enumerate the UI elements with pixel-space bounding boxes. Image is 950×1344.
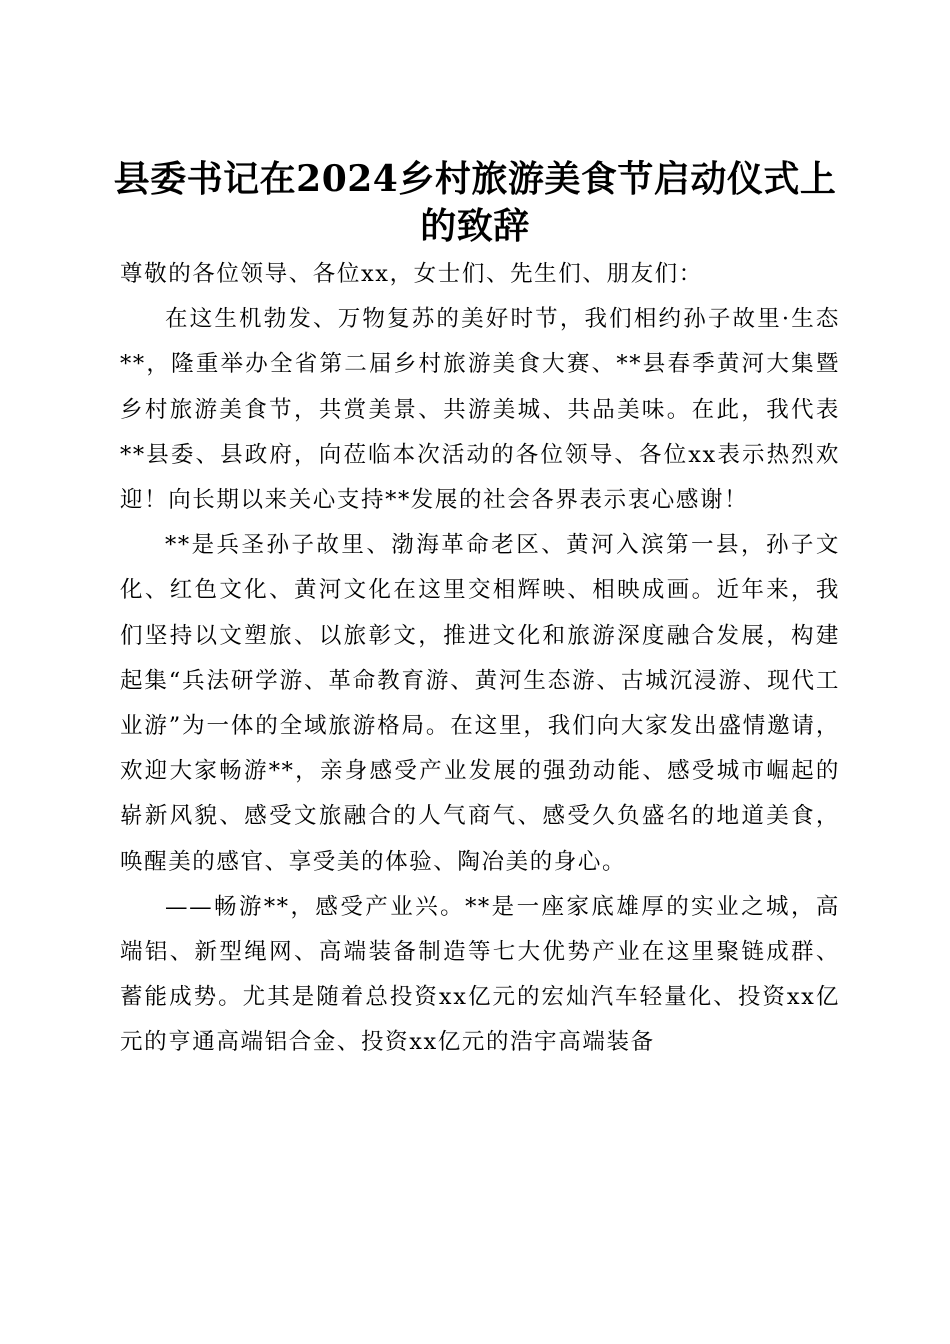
- paragraph-welcome: 在这生机勃发、万物复苏的美好时节，我们相约孙子故里·生态**，隆重举办全省第二届乡村旅游美食大赛、**县春季黄河大集暨乡村旅游美食节，共赏美景、共游美城、共品美味。在此，我代表**县委、县政府，向莅临本次活动的各位领导、各位xx表示热烈欢迎！向长期以来关心支持**发展的社会各界表示衷心感谢！: [120, 306, 840, 514]
- paragraph-culture-tourism: **是兵圣孙子故里、渤海革命老区、黄河入滨第一县，孙子文化、红色文化、黄河文化在这里交相辉映、相映成画。近年来，我们坚持以文塑旅、以旅彰文，推进文化和旅游深度融合发展，构建起集“兵法研学游、革命教育游、黄河生态游、古城沉浸游、现代工业游”为一体的全域旅游格局。在这里，我们向大家发出盛情邀请，欢迎大家畅游**，亲身感受产业发展的强劲动能、感受城市崛起的崭新风貌、感受文旅融合的人气商气、感受久负盛名的地道美食，唤醒美的感官、享受美的体验、陶冶美的身心。: [120, 532, 840, 875]
- title-line-1: 县委书记在2024乡村旅游美食节启动仪式上: [113, 158, 837, 201]
- document-body: [120, 252, 840, 1066]
- paragraph-industry: ——畅游**，感受产业兴。**是一座家底雄厚的实业之城，高端铝、新型绳网、高端装备制造等七大优势产业在这里聚链成群、蓄能成势。尤其是随着总投资xx亿元的宏灿汽车轻量化、投资xx亿元的亨通高端铝合金、投资xx亿元的浩宇高端装备: [120, 893, 840, 1056]
- document-title: [100, 156, 850, 250]
- title-line-2: 的致辞: [420, 205, 530, 248]
- salutation: 尊敬的各位领导、各位xx，女士们、先生们、朋友们：: [120, 261, 703, 287]
